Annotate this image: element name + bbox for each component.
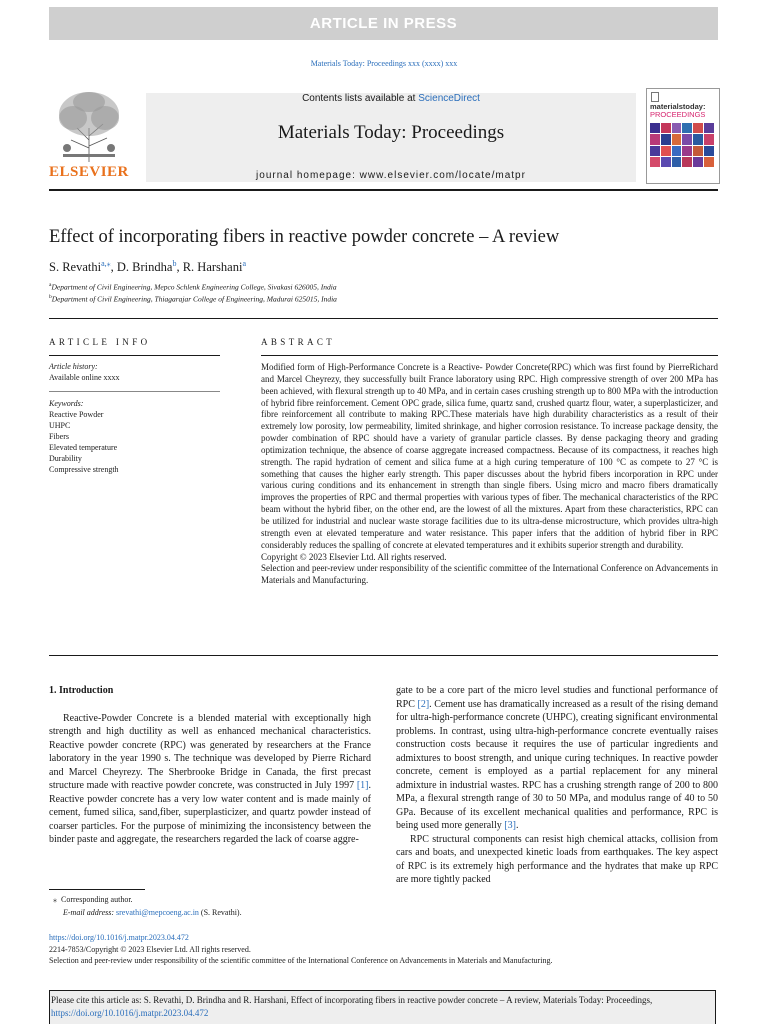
keywords-label: Keywords: bbox=[49, 399, 84, 408]
paper-title: Effect of incorporating fibers in reactive powder concrete – A review bbox=[49, 227, 560, 247]
corresponding-line bbox=[49, 894, 242, 907]
abstract-body bbox=[261, 362, 718, 587]
body-paragraph: RPC structural components can resist high chemical attacks, collision from cars and boats, and unexpected kinetic loads from earthquakes. The key aspect of RPC is its extremely high performance and the hydrates that make up RPC are more tightly packed bbox=[396, 833, 718, 885]
contents-line bbox=[146, 93, 636, 104]
history-divider bbox=[49, 391, 220, 392]
cover-artwork bbox=[650, 123, 714, 167]
corresponding-author-footnote bbox=[49, 894, 242, 919]
keyword-item: UHPC bbox=[49, 421, 71, 430]
cover-brand-top: materialstoday: bbox=[650, 102, 706, 111]
journal-name: Materials Today: Proceedings bbox=[277, 122, 505, 143]
footnote-mark: ⁎ bbox=[53, 895, 57, 904]
title-divider bbox=[49, 318, 718, 319]
abstract-divider bbox=[261, 355, 718, 356]
issn-line: 2214-7853/Copyright © 2023 Elsevier Ltd. All rights reserved. bbox=[49, 944, 251, 954]
article-info-heading: ARTICLE INFO bbox=[49, 337, 151, 347]
affiliation-text: Department of Civil Engineering, Mepco Schlenk Engineering College, Sivakasi 626005, India bbox=[51, 282, 337, 292]
author-email-link[interactable]: srevathi@mepcoeng.ac.in bbox=[116, 907, 199, 917]
journal-header bbox=[49, 88, 718, 184]
keyword-item: Fibers bbox=[49, 432, 69, 441]
abstract-bottom-divider bbox=[49, 655, 718, 656]
sciencedirect-link[interactable]: ScienceDirect bbox=[418, 93, 480, 104]
section-spacer bbox=[49, 698, 371, 712]
doi-link[interactable]: https://doi.org/10.1016/j.matpr.2023.04.472 bbox=[49, 933, 189, 942]
contents-prefix: Contents lists available at bbox=[302, 93, 419, 104]
author-name[interactable]: , R. Harshani bbox=[176, 260, 243, 275]
email-owner: (S. Revathi). bbox=[200, 907, 242, 917]
author-name[interactable]: , D. Brindha bbox=[110, 260, 173, 275]
keyword-item: Durability bbox=[49, 454, 82, 463]
article-history-value: Available online xxxx bbox=[49, 373, 120, 382]
author-name[interactable]: S. Revathi bbox=[49, 260, 102, 275]
cite-this-article-box bbox=[49, 990, 716, 1024]
selection-line: Selection and peer-review under responsibility of the scientific committee of the International Conference on Advancements in Materials and Manufacturing. bbox=[49, 956, 553, 966]
author-list bbox=[49, 259, 246, 275]
journal-reference-link[interactable]: Materials Today: Proceedings xxx (xxxx) xxx bbox=[310, 59, 458, 68]
cover-logo-icon bbox=[651, 92, 659, 102]
email-line bbox=[49, 907, 242, 920]
body-text: . Cement use has dramatically increased as a result of the rising demand for ultra-high-performance concrete (UHPC), creating significant environmental problems. In contrast, using ultra-high-performance concrete eventually raises construction costs because it requires the use of particular ingredients and admixtures to boost strength, and unique curing techniques. In reactive powder concrete, cement is employed as a partial replacement for any mineral admixture in industrial wastes. RPC has a crushing strength range of 200 to 800 MPa, a flexural strength range of 30 to 50 MPa, and modulus range of 40 to 50 GPa. Because of its excellent mechanical qualities and performance, RPC is being used more generally bbox=[396, 698, 718, 831]
keyword-item: Elevated temperature bbox=[49, 443, 118, 452]
author-affiliation-mark[interactable]: a,⁎ bbox=[101, 259, 111, 268]
abstract-copyright: Copyright © 2023 Elsevier Ltd. All rights reserved. bbox=[261, 551, 447, 562]
affiliation-a bbox=[49, 282, 337, 292]
body-right-column bbox=[396, 684, 718, 887]
abstract-text: Modified form of High-Performance Concrete is a Reactive- Powder Concrete(RPC) which was first found by PierreRichard and Marcel Cheyrezy, they successfully built France laboratory using RPC. High compressive strength of over 200 MPa has been achieved, with flexural strength up to 40 MPa, and in certain cases crushing strength up to 800 MPa with the introduction of hybrid fibre reinforcement. Cement OPC grade, silica fume, quartz sand, crushed quartz flour, water, a superplasticizer, and fibre reinforcement all contribute to making RPC.These materials have high durability characteristics as a result of their extremely low porosity, low permeability, limited shrinkage, and higher corrosion resistance. To increase package density, the powder combination of RPC should have a variety of granular particle classes. By dense packaging theory and grading optimization technique, the absence of coarse aggregate increased compactness. Because of its compactness, it reaches high strength. The rapid hydration of cement and silica fume at a high curing temperature of 100 °C as compete to 27 °C is something that causes the higher early strength. This paper discusses about the hybrid fibers incorporation in RPC under various curing conditions and its enhancement in strength than single fibers. Using micro and macro fibers dramatically improves the properties of RPC and thermal properties with various types of fiber. The mechanical characteristics of the RPC beam without the hybrid fiber, on the other end, are the lowest of all the mixtures. Apart from these characteristics, RPC can be utilized for industrial and nuclear waste storage facilities due to its ultra-dense microstructure, which provides ultra-high strength even at elevated temperature and water resistance. This paper infers that the addition of hybrid fiber in RPC considerably reduces the spalling of concrete at elevated temperatures and it exhibits superior strength and durability. bbox=[261, 362, 718, 550]
author-affiliation-mark[interactable]: b bbox=[172, 259, 177, 268]
cite-doi-link[interactable]: https://doi.org/10.1016/j.matpr.2023.04.472 bbox=[51, 1008, 209, 1018]
journal-info-panel bbox=[146, 93, 636, 182]
abstract-heading: ABSTRACT bbox=[261, 337, 336, 347]
body-text: gate to be a core part of the micro level studies and functional performance of RPC bbox=[396, 685, 718, 710]
journal-homepage[interactable]: journal homepage: www.elsevier.com/locate/matpr bbox=[256, 170, 526, 181]
elsevier-logo[interactable] bbox=[49, 88, 139, 182]
body-text: Reactive-Powder Concrete is a blended material with exceptionally high strength and high ductility as well as enhanced mechanical characteristics. Reactive powder concrete (RPC) was generated by researchers at the France laboratory in the year 1990 s. The technique was developed by Pierre Richard and Marcel Cheyrezy. The Sherbrooke Bridge in Canada, the first precast structure made with reactive powder concrete, was constructed in July 1997 bbox=[49, 712, 371, 791]
affiliation-text: Department of Civil Engineering, Thiagarajar College of Engineering, Madurai 625015, India bbox=[51, 294, 337, 304]
citation-link[interactable]: [2] bbox=[417, 698, 430, 710]
body-paragraph bbox=[396, 684, 718, 833]
keyword-list bbox=[49, 409, 119, 475]
keyword-item: Compressive strength bbox=[49, 465, 119, 474]
affiliation-mark: a bbox=[49, 282, 52, 288]
article-info-divider bbox=[49, 355, 220, 356]
journal-cover-thumbnail[interactable] bbox=[646, 88, 720, 184]
header-divider bbox=[49, 189, 718, 191]
doi-block bbox=[49, 932, 729, 967]
cite-text: Please cite this article as: S. Revathi, D. Brindha and R. Harshani, Effect of incorporating fibers in reactive powder concrete – A review, Materials Today: Proceedings, bbox=[51, 995, 653, 1005]
article-in-press-banner: ARTICLE IN PRESS bbox=[49, 7, 718, 40]
keyword-item: Reactive Powder bbox=[49, 410, 104, 419]
author-affiliation-mark[interactable]: a bbox=[242, 259, 246, 268]
body-text: . Reactive powder concrete has a very low water content and is made mainly of cement, fumed silica, sand,fiber, superplasticizer, and quartz powder instead of coarser particles. For the purpose of minimizing the inconsistency between the binder paste and aggregate, the researchers regarded the lack of coarse aggre- bbox=[49, 780, 371, 845]
section-title: 1. Introduction bbox=[49, 685, 114, 696]
elsevier-wordmark: ELSEVIER bbox=[49, 164, 129, 180]
affiliation-mark: b bbox=[49, 294, 52, 300]
body-paragraph bbox=[49, 712, 371, 847]
cover-brand bbox=[650, 103, 705, 119]
citation-link[interactable]: [3] bbox=[504, 820, 516, 831]
footnote-divider bbox=[49, 889, 145, 890]
body-left-column bbox=[49, 684, 371, 847]
article-history-label: Article history: bbox=[49, 362, 98, 371]
corresponding-text: Corresponding author. bbox=[61, 895, 133, 904]
affiliation-b bbox=[49, 294, 337, 304]
citation-link[interactable]: [1] bbox=[356, 780, 369, 791]
cover-brand-bottom: PROCEEDINGS bbox=[650, 110, 706, 119]
elsevier-tree-icon bbox=[49, 88, 129, 164]
body-text: . bbox=[515, 820, 519, 831]
abstract-selection: Selection and peer-review under responsibility of the scientific committee of the International Conference on Advancements in Materials and Manufacturing. bbox=[261, 563, 718, 586]
email-label: E-mail address: bbox=[63, 907, 115, 917]
